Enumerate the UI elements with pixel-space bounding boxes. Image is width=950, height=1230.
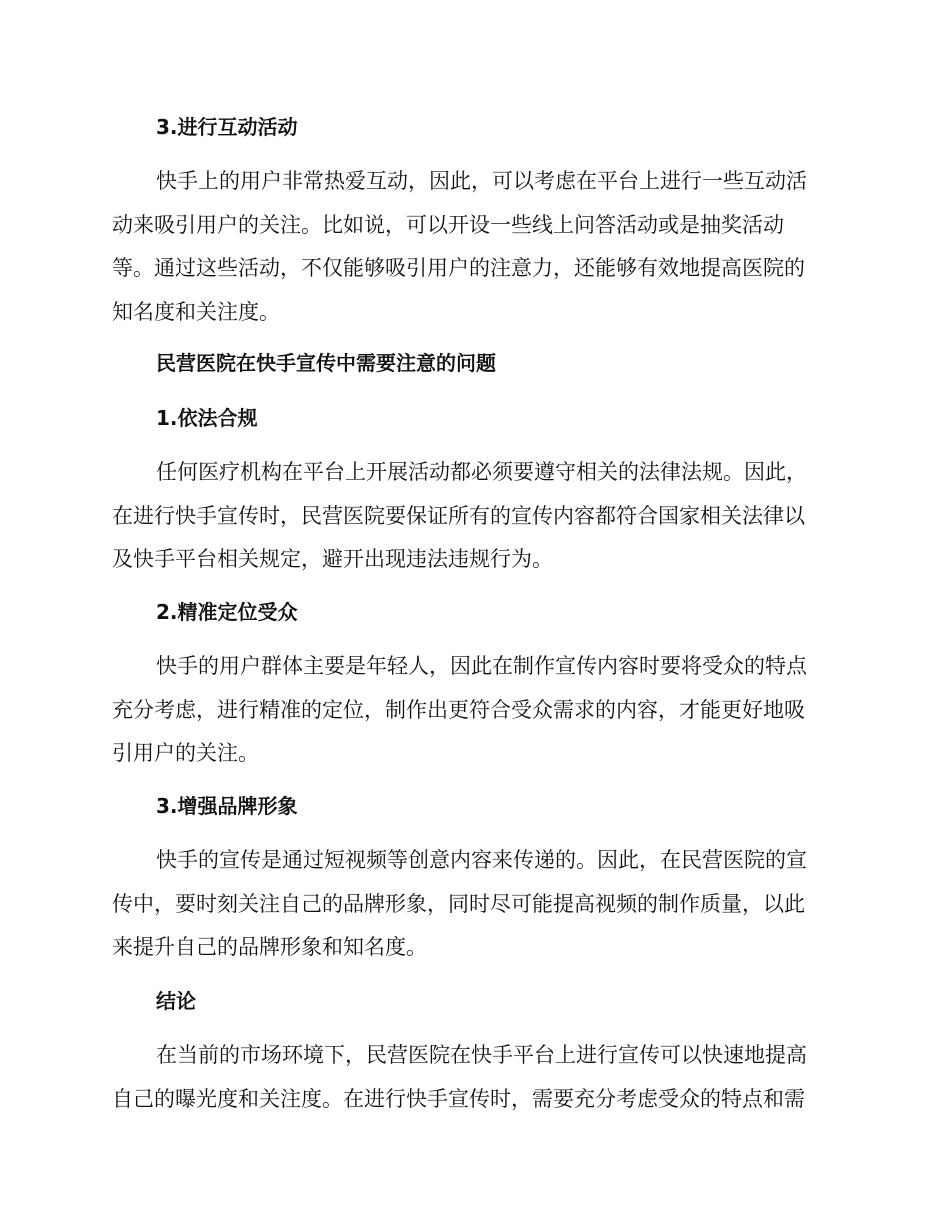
paragraph-line: 动来吸引用户的关注。比如说，可以开设一些线上问答活动或是抽奖活动 [112,212,784,237]
paragraph-line: 及快手平台相关规定，避开出现违法违规行为。 [112,547,553,571]
paragraph [112,160,832,334]
paragraph-line: 等。通过这些活动，不仅能够吸引用户的注意力，还能够有效地提高医院的 [112,256,805,280]
paragraph-line: 传中，要时刻关注自己的品牌形象，同时尽可能提高视频的制作质量，以此 [112,891,805,916]
paragraph-line: 快手上的用户非常热爱互动，因此，可以考虑在平台上进行一些互动活 [156,169,807,193]
section-heading: 3.增强品牌形象 [156,794,298,818]
paragraph-line: 在进行快手宣传时，民营医院要保证所有的宣传内容都符合国家相关法律以 [112,503,805,528]
paragraph [112,839,832,970]
section-heading: 1.依法合规 [156,406,258,430]
section-heading: 3.进行互动活动 [156,115,298,139]
paragraph [112,1034,832,1121]
paragraph-line: 知名度和关注度。 [112,299,280,324]
paragraph-line: 快手的用户群体主要是年轻人，因此在制作宣传内容时要将受众的特点 [156,654,807,678]
paragraph-line: 来提升自己的品牌形象和知名度。 [112,935,427,959]
paragraph [112,645,832,776]
paragraph-line: 任何医疗机构在平台上开展活动都必须要遵守相关的法律法规。因此， [156,460,807,484]
paragraph-line: 在当前的市场环境下，民营医院在快手平台上进行宣传可以快速地提高 [156,1043,807,1067]
section-heading: 结论 [156,989,196,1013]
paragraph [112,451,832,582]
paragraph-line: 引用户的关注。 [112,741,259,765]
paragraph-line: 自己的曝光度和关注度。在进行快手宣传时，需要充分考虑受众的特点和需 [112,1086,805,1111]
paragraph-line: 快手的宣传是通过短视频等创意内容来传递的。因此，在民营医院的宣 [156,848,807,872]
paragraph-line: 充分考虑，进行精准的定位，制作出更符合受众需求的内容，才能更好地吸 [112,697,805,722]
section-heading: 2.精准定位受众 [156,600,298,624]
section-heading: 民营医院在快手宣传中需要注意的问题 [156,351,496,375]
